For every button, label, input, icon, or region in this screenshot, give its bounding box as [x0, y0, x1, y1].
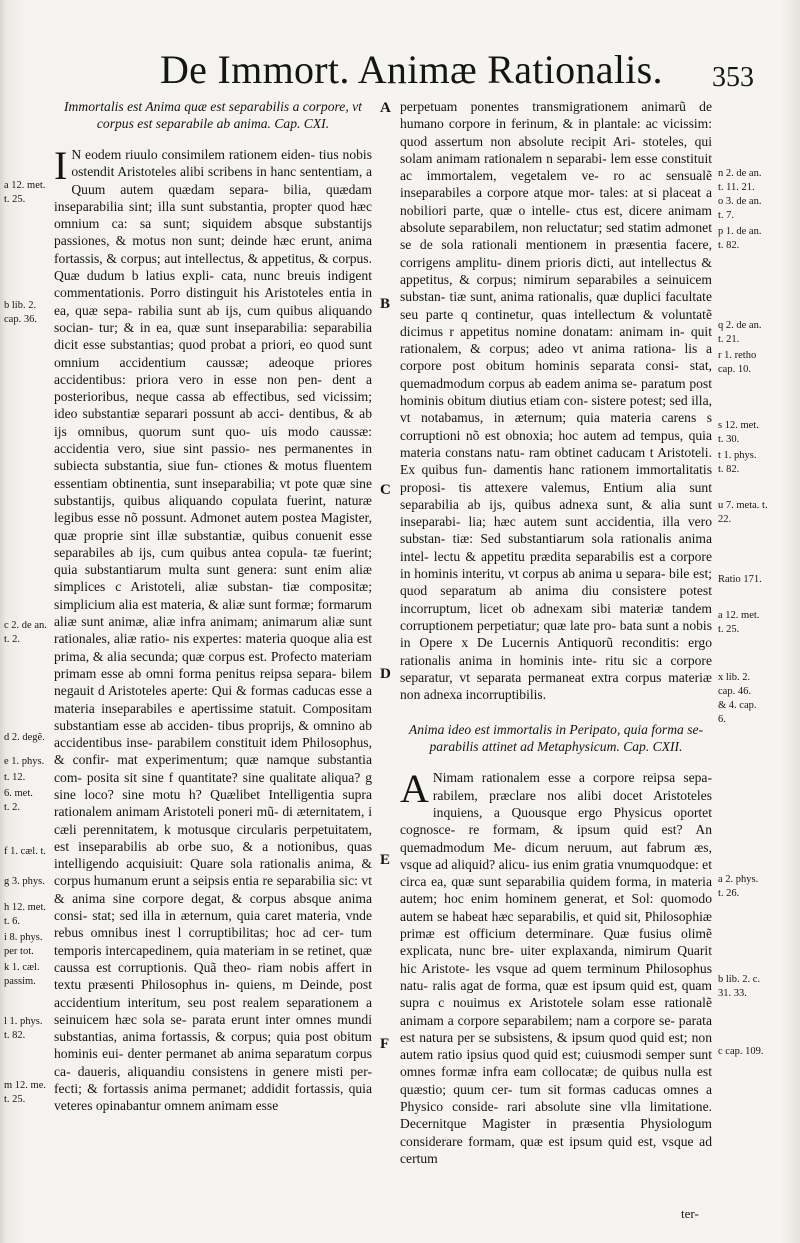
margin-note: t. 2.: [4, 802, 21, 813]
body-paragraph: perpetuam ponentes transmigrationem animarũ de humano corpore in ferinum, & in plantale: ac vicissim: quod assertum non absolute recipit Ari- stoteles, qui solam animam rationalem n separabi- lem esse constituit ac immortalem, vegetalem ve- ro ac sensualẽ inseparabiles a corpore atque mor- tales: at si placeat a nobiliori parte, quæ o intelle- ctus est, dicere animam absolute separabilem, non reluctatur; sed statim admonet se de sola rationali mentionem in præsentia facere, corrigens amplitu- dinem prioris dicti, aut intellectus & appetitus, & corpus; nimirum separabiles a seinuicem substan- tiæ sunt, anima rationalis, quæ duplici facultate seu parte q continetur, quas intellectum & voluntatẽ dicimus r appetitus nomine donatam: animam in- quit rationalem, & corpus; adeo vt anima rationa- lis a corpore post obitum hominis separata consi- stat, quemadmodum corpus ab eadem anima se- paratum post hominis obitum diutius etiam con- sistere potest; sed illa, vt notabamus, in æternum; quia materia carens s corruptioni nõ est obnoxia; hoc autem ad tempus, quia materia constans natu- ram obtinet caducam t Aristoteli. Ex quibus fun- damentis hanc rationem immortalitatis proposi- tis attexere valemus, Entium alia sunt separabilia ab ijs, quibus adnexa sunt, & alia sunt inseparabi- lia; hæc autem sunt accidentia, illa vero substan- tiæ: Sed substantiarum sola rationalis anima intel- lectu & appetitu prædita separabilis est a corpore in hominis interitu, vt corpus ab anima u separa- bile est; quod separatum ab anima diu consistere potest incorruptum, licet ob adnexam sibi materiæ tandem corruptionem perpetiatur; quæ late pro- bata sunt a nobis in Opere x De Lucernis Antiquorũ reconditis: ergo rationalis anima in hominis inte- ritu sic a corpore separatur, vt separata permaneat extra corpus materiæ non adnexa incorruptibilis.: [400, 99, 712, 703]
margin-note: t 1. phys.: [718, 450, 757, 461]
margin-note: t. 12.: [4, 772, 26, 783]
margin-note: c 2. de an.: [4, 620, 47, 631]
margin-note: b lib. 2. c.: [718, 974, 760, 985]
left-column: [54, 98, 372, 1115]
paragraph-text: Nimam rationalem esse a corpore reipsa sepa- rabilem, præclare nos alibi docet Aristoteles inquiens, a Quousque ergo Physicus oportet cognosce- re formam, & ipsum quid est? An quemadmodum Me- dicum neruum, aut fabrum æs, vsque ad aliquid? alicu- ius enim gratia vnumquodque: et circa ea, quæ sunt separabilia quidem forma, in materia autem; hoc enim hominem generat, et Sol: quomodo autem se habeat hæc separabilis, et quid sit, Philosophiæ primæ est officium determinare. Quæ fusius olimẽ explicata, nunc bre- uiter explaxanda, nimirum Quarit hic Aristote- les vsque ad quem terminum Philosophus natu- ralis agat de forma, quæ est ipsum quid est, quam supra c nouimus ex Aristotele solam esse rationalẽ animam a corpore separabilem; nam a corpore se- parata est natura per se subsistens, & ipsum quod quid est; non autem ratio ipsius quod quid est; cuiusmodi semper sunt omnes formæ infra eam collocatæ; de quibus nulla est quæstio; quum cer- tum sit formas caducas omnes a Physico conside- rari absolute sine vlla limitatione. Decernitque Magister in præsentia Physiologum considerare formam, quæ est ipsum quid est, vsque ad certum: [400, 770, 712, 1166]
section-letter: E: [380, 852, 391, 868]
margin-note: u 7. meta. t.: [718, 500, 768, 511]
margin-note: g 3. phys.: [4, 876, 45, 887]
margin-note: per tot.: [4, 946, 34, 957]
margin-note: cap. 46.: [718, 686, 751, 697]
margin-note: c cap. 109.: [718, 1046, 764, 1057]
section-letter: D: [380, 666, 391, 682]
margin-note: t. 82.: [718, 464, 740, 475]
margin-note: a 2. phys.: [718, 874, 759, 885]
margin-note: t. 26.: [718, 888, 740, 899]
margin-note: t. 21.: [718, 334, 740, 345]
margin-note: x lib. 2.: [718, 672, 751, 683]
margin-note: e 1. phys.: [4, 756, 45, 767]
margin-note: t. 6.: [4, 916, 21, 927]
margin-note: l 1. phys.: [4, 1016, 43, 1027]
catchword: ter-: [681, 1206, 699, 1221]
page-header: [0, 46, 800, 94]
body-paragraph: [54, 143, 372, 1115]
margin-note: a 12. met.: [4, 180, 46, 191]
margin-note: t. 11. 21.: [718, 182, 755, 193]
margin-note: b lib. 2.: [4, 300, 37, 311]
margin-note: n 2. de an.: [718, 168, 762, 179]
chapter-title: Immortalis est Anima quæ est separabilis a corpore, vt corpus est separabile ab anima. Cap. CXI.: [64, 99, 362, 131]
drop-cap: A: [400, 766, 429, 812]
margin-note: 6.: [718, 714, 726, 725]
section-letter: F: [380, 1036, 390, 1052]
margin-note: o 3. de an.: [718, 196, 762, 207]
margin-note: cap. 36.: [4, 314, 37, 325]
margin-note: k 1. cæl.: [4, 962, 40, 973]
margin-note: m 12. me.: [4, 1080, 46, 1091]
body-paragraph: [400, 766, 712, 1167]
margin-note: a 12. met.: [718, 610, 760, 621]
margin-note: p 1. de an.: [718, 226, 762, 237]
right-column: [400, 98, 712, 1167]
margin-note: f 1. cæl. t.: [4, 846, 46, 857]
section-letter: A: [380, 100, 391, 116]
margin-note: cap. 10.: [718, 364, 751, 375]
running-head: De Immort. Animæ Rationalis.: [160, 47, 663, 92]
margin-note: 31. 33.: [718, 988, 747, 999]
margin-note: s 12. met.: [718, 420, 759, 431]
margin-note: passim.: [4, 976, 36, 987]
drop-cap: I: [54, 143, 68, 188]
margin-note: t. 25.: [4, 1094, 26, 1105]
margin-note: 6. met.: [4, 788, 33, 799]
chapter-title: Anima ideo est immortalis in Peripato, quia forma se- parabilis attinet ad Metaphysicum. Cap. CXII.: [408, 722, 704, 755]
margin-note: t. 7.: [718, 210, 735, 221]
margin-note: t. 82.: [718, 240, 740, 251]
margin-note: i 8. phys.: [4, 932, 43, 943]
paragraph-text: N eodem riuulo consimilem rationem eiden- tius nobis ostendit Aristoteles alibi scribens in hanc sententiam, a Quum autem quædam separa- bilia, quædam inseparabilia sint; illa sunt substantia, propter quod hæc omnium ca: sa sunt; siquidem absque substantijs passiones, & motus non sunt; deinde hæc erunt, anima fortassis, & corpus; aut intellectus, & appetitus, & corpus. Quæ dudum b latius expli- cata, nunc breuis indigent commentationis. Porro distinguit his Aristoteles entia in ea, quæ sepa- rabilia sunt ab ijs, cum quibus aliquando socian- tur; & in ea, quæ sunt inseparabilia: separabilia dicit esse substantias; quod probat a priori, eo quod sunt omnium accidentium caussæ; adeoque priores accidentibus: priora vero in esse non pen- dent a posterioribus, neque cassa ab effectibus, sed vicissim; ideo substantiæ separari possunt ab acci- dentibus, & ab ijs omnibus, quorum sunt quo- uis modo caussæ: accidentia vero, siue sint passio- nes permanentes in subiecta substantia, siue fun- ctiones & motus fluentem essentiam obtinentia, sunt inseparabilia; vt pote quæ sine substantijs, quibus aliquando copulata fuerint, naturæ legibus esse nõ possunt. Admonet autem postea Magister, quæ proprie sint illæ substantiæ, quibus conuenit esse separabiles ab ijs, cum quibus antea copula- tæ fuerint; quia substantiarum multa sunt genera: sunt enim aliæ simplices c Aristoteli, aliæ substan- tiæ compositæ; simplicium alia est materia, & aliæ sunt formæ; formarum aliæ sunt animæ, aliæ infra animam; animarum aliæ sunt rationales, aliæ ratio- nis expertes: materia quoque alia est prima, & alia secunda; quæ corpus est. Profecto materiam primam esse ab omni forma penitus reipsa separa- bilem negauit d Aristoteles aperte: Qui & formas caducas esse a materia inseparabiles e apertissime statuit. Compositam substantiam esse ab acciden- tibus proprijs, & omnino ab accidentibus inse- parabilem constituit idem Philosophus, & confir- mat experimentum; quæ namque substantia com- posita sit sine f quantitate? sine qualitate aliqua? g sine loco? sine motu h? Quælibet Intelligentia supra rationalem animam Aristoteli poneri mũ- di æternitatem, i cæli perennitatem, k motusque circularis perpetuitatem, est inseparabilis ab orbe suo, & a notionibus, quas intelligendo acquisiuit: Quare sola rationalis anima, & corpus humanum erunt a seipsis entia re separabilia sic: vt & anima sine corpore degat, & corpus absque anima consi- stat; sed illa in æternum, quia caret materia, vnde rebus omnibus inest l corruptibilitas; hoc ad cer- tum temporis intercapedinem, quia materiam in se retinet, quæ caussa est corruptionis. Quã theo- riam nobis affert in textu præsenti Philosophus in- quiens, m Deinde, post accidentium interitum, seu post realem separationem a seinuicem hæc sola se- parata erunt inter omnes mundi substantias, anima fortassis, & corpus; quia post obitum hominis eui- denter permanet ab anima separatum corpus ca- daueris, aliquandiu consistens in genere misti per- fecti; & fortassis anima permanet; addidit fortassis, quia veteres opinabantur omnem animam esse: [54, 147, 372, 1114]
margin-note: q 2. de an.: [718, 320, 762, 331]
section-letter: B: [380, 296, 391, 312]
margin-note: 22.: [718, 514, 732, 525]
margin-note: t. 82.: [4, 1030, 26, 1041]
margin-note: & 4. cap.: [718, 700, 757, 711]
margin-note: h 12. met.: [4, 902, 46, 913]
margin-note: t. 25.: [718, 624, 740, 635]
margin-note: d 2. degẽ.: [4, 732, 45, 743]
margin-note: Ratio 171.: [718, 574, 762, 585]
margin-note: t. 25.: [4, 194, 26, 205]
margin-note: t. 30.: [718, 434, 740, 445]
margin-note: t. 2.: [4, 634, 21, 645]
margin-note: r 1. retho: [718, 350, 757, 361]
page-number: 353: [712, 62, 754, 93]
section-letter: C: [380, 482, 391, 498]
